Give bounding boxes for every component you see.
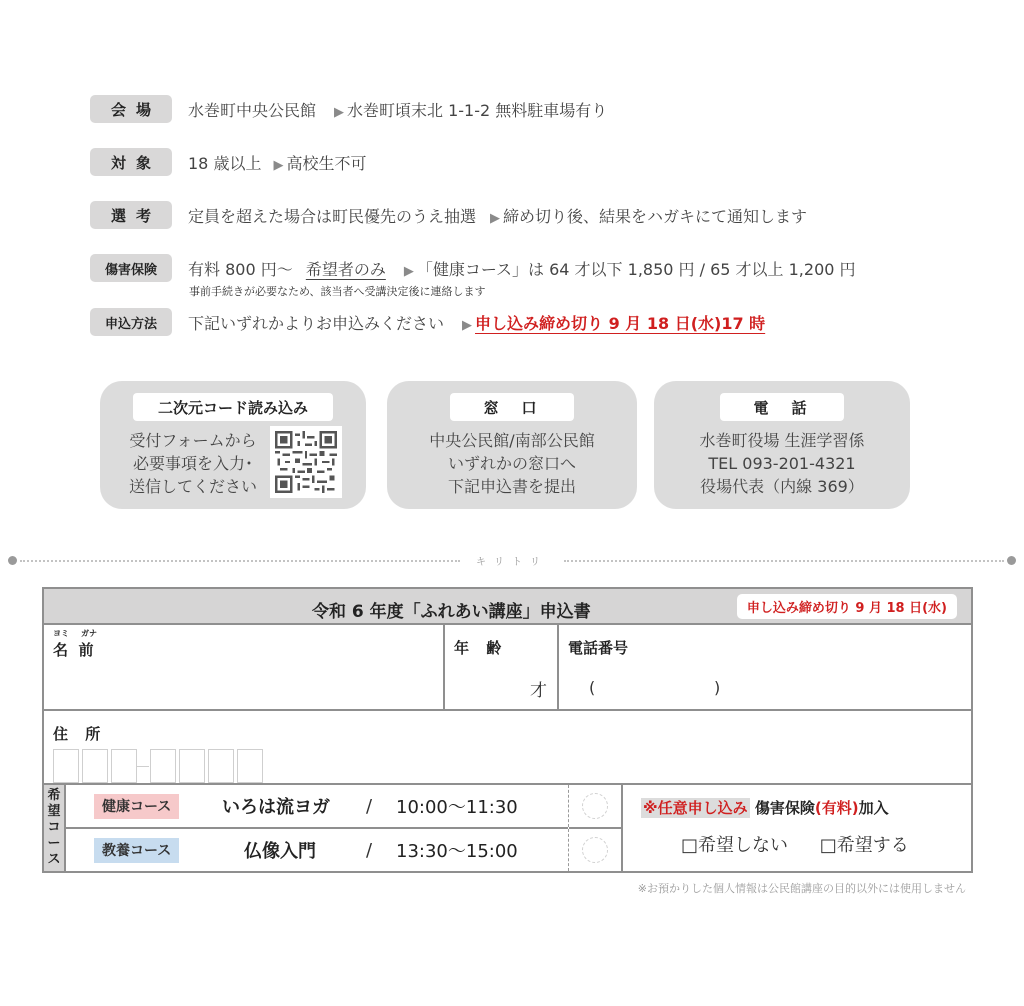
postal-digit-box[interactable] bbox=[208, 749, 234, 783]
name-label bbox=[53, 639, 93, 660]
course-row-health bbox=[66, 785, 568, 827]
optional-highlight: ※任意申し込み bbox=[643, 799, 748, 817]
course-side-label bbox=[44, 785, 66, 871]
side-char: 希 bbox=[47, 788, 61, 803]
target-detail: 高校生不可 bbox=[286, 153, 367, 173]
form-title: 令和 6 年度「ふれあい講座」申込書 bbox=[312, 602, 591, 622]
name-ruby: ヨミ bbox=[53, 629, 69, 638]
card-line: 必要事項を入力･ bbox=[132, 454, 253, 473]
venue-name: 水巻町中央公民館 bbox=[188, 100, 317, 120]
postal-code-boxes[interactable] bbox=[53, 749, 266, 783]
info-row-target bbox=[90, 148, 366, 176]
course-name: いろは流ヨガ bbox=[222, 797, 330, 818]
selection-rule: 定員を超えた場合は町民優先のうえ抽選 bbox=[188, 206, 477, 226]
insurance-optional: 希望者のみ bbox=[305, 259, 386, 279]
insurance-no-checkbox[interactable]: □希望しない bbox=[681, 835, 789, 856]
age-unit: 才 bbox=[530, 681, 547, 701]
info-row-selection bbox=[90, 201, 807, 229]
card-line: 受付フォームから bbox=[129, 431, 257, 450]
method-card-qr bbox=[100, 381, 366, 509]
info-row-venue bbox=[90, 95, 607, 123]
cut-divider bbox=[20, 560, 460, 562]
join-label: 加入 bbox=[858, 799, 889, 817]
card-body bbox=[387, 429, 637, 498]
card-line: 水巻町役場 生涯学習係 bbox=[699, 431, 865, 450]
venue-label: 会場 bbox=[90, 95, 172, 123]
deadline-badge: 申し込み締め切り 9 月 18 日(水) bbox=[737, 594, 957, 619]
name-ruby: ガナ bbox=[81, 629, 97, 638]
selection-label: 選考 bbox=[90, 201, 172, 229]
course-row-culture bbox=[66, 827, 568, 871]
method-card-phone bbox=[654, 381, 910, 509]
phone-number[interactable]: TEL 093-201-4321 bbox=[708, 454, 856, 473]
postal-dash bbox=[137, 766, 149, 767]
side-char: ー bbox=[47, 836, 61, 851]
insurance-label: 傷害保険 bbox=[90, 254, 172, 282]
arrow-icon: ▶ bbox=[462, 317, 473, 333]
course-check-circle-health[interactable] bbox=[582, 793, 608, 819]
card-body bbox=[654, 429, 910, 498]
arrow-icon: ▶ bbox=[490, 210, 501, 226]
side-char: 望 bbox=[47, 804, 61, 819]
method-card-window bbox=[387, 381, 637, 509]
cut-dot bbox=[1007, 556, 1016, 565]
address-label: 住 所 bbox=[53, 725, 107, 743]
target-text bbox=[188, 151, 366, 174]
card-title: 電 話 bbox=[720, 393, 844, 421]
cut-label: キリトリ bbox=[476, 557, 548, 568]
address-field[interactable] bbox=[44, 711, 971, 785]
card-body bbox=[118, 429, 268, 498]
course-time: 10:00〜11:30 bbox=[396, 797, 518, 818]
selection-detail: 締め切り後、結果をハガキにて通知します bbox=[503, 206, 808, 226]
insurance-detail: 「健康コース」は 64 才以下 1,850 円 / 65 才以上 1,200 円 bbox=[416, 259, 856, 279]
card-line: 送信してください bbox=[128, 477, 257, 496]
course-check-column bbox=[569, 785, 623, 871]
insurance-price: 有料 800 円〜 bbox=[188, 259, 293, 279]
application-form bbox=[42, 587, 973, 873]
apply-method-label: 申込方法 bbox=[90, 308, 172, 336]
card-line: 下記申込書を提出 bbox=[447, 477, 576, 496]
name-label-1: 名 bbox=[53, 641, 69, 659]
target-age: 18 歳以上 bbox=[188, 153, 262, 173]
arrow-icon: ▶ bbox=[273, 157, 284, 173]
venue-detail: 水巻町頃末北 1-1-2 無料駐車場有り bbox=[347, 100, 608, 120]
phone-field[interactable] bbox=[559, 625, 971, 709]
selection-text bbox=[188, 204, 807, 227]
postal-digit-box[interactable] bbox=[237, 749, 263, 783]
info-row-insurance bbox=[90, 254, 856, 282]
target-label: 対象 bbox=[90, 148, 172, 176]
apply-method-text bbox=[188, 311, 765, 334]
course-check-circle-culture[interactable] bbox=[582, 837, 608, 863]
course-slash: / bbox=[366, 839, 373, 861]
insurance-note: 事前手続きが必要なため、該当者へ受講決定後に連絡します bbox=[189, 285, 486, 298]
postal-digit-box[interactable] bbox=[150, 749, 176, 783]
card-title: 窓 口 bbox=[450, 393, 574, 421]
age-label: 年 齢 bbox=[454, 639, 508, 657]
name-label-2: 前 bbox=[78, 641, 94, 659]
qr-code-icon[interactable] bbox=[270, 426, 342, 498]
insurance-choices bbox=[681, 831, 909, 857]
arrow-icon: ▶ bbox=[334, 104, 345, 120]
card-line: 中央公民館/南部公民館 bbox=[429, 431, 595, 450]
cut-divider bbox=[564, 560, 1004, 562]
apply-deadline: 申し込み締め切り 9 月 18 日(水)17 時 bbox=[475, 313, 766, 333]
insurance-text: 傷害保険 bbox=[754, 799, 815, 817]
phone-open-paren: ( bbox=[589, 678, 596, 697]
course-time: 13:30〜15:00 bbox=[396, 841, 518, 862]
arrow-icon: ▶ bbox=[403, 263, 414, 279]
paid-label: (有料) bbox=[814, 799, 859, 817]
postal-digit-box[interactable] bbox=[53, 749, 79, 783]
insurance-option bbox=[623, 785, 971, 871]
form-row-personal bbox=[44, 625, 971, 711]
check-cell bbox=[569, 785, 621, 827]
course-list bbox=[66, 785, 569, 871]
insurance-text bbox=[188, 257, 856, 280]
postal-digit-box[interactable] bbox=[111, 749, 137, 783]
phone-close-paren: ) bbox=[714, 678, 721, 697]
apply-method-instruction: 下記いずれかよりお申込みください bbox=[188, 313, 445, 333]
privacy-note: ※お預かりした個人情報は公民館講座の目的以外には使用しません bbox=[637, 882, 966, 895]
age-field[interactable] bbox=[445, 625, 559, 709]
phone-label: 電話番号 bbox=[568, 639, 629, 657]
postal-digit-box[interactable] bbox=[82, 749, 108, 783]
cut-dot bbox=[8, 556, 17, 565]
course-tag-culture: 教養コース bbox=[94, 838, 179, 863]
insurance-option-heading bbox=[641, 797, 889, 818]
course-slash: / bbox=[366, 795, 373, 817]
venue-text bbox=[188, 98, 607, 121]
name-field[interactable] bbox=[44, 625, 445, 709]
check-cell bbox=[569, 827, 621, 871]
card-title: 二次元コード読み込み bbox=[133, 393, 333, 421]
course-name: 仏像入門 bbox=[244, 841, 316, 862]
form-header bbox=[44, 589, 971, 625]
info-row-apply-method bbox=[90, 308, 765, 336]
side-char: ス bbox=[47, 852, 61, 867]
card-line: 役場代表（内線 369） bbox=[700, 477, 864, 496]
postal-digit-box[interactable] bbox=[179, 749, 205, 783]
cut-line bbox=[8, 556, 1016, 566]
card-line: いずれかの窓口へ bbox=[447, 454, 576, 473]
course-selection bbox=[44, 785, 971, 871]
insurance-yes-checkbox[interactable]: □希望する bbox=[819, 835, 909, 856]
side-char: コ bbox=[47, 820, 61, 835]
course-tag-health: 健康コース bbox=[94, 794, 179, 819]
